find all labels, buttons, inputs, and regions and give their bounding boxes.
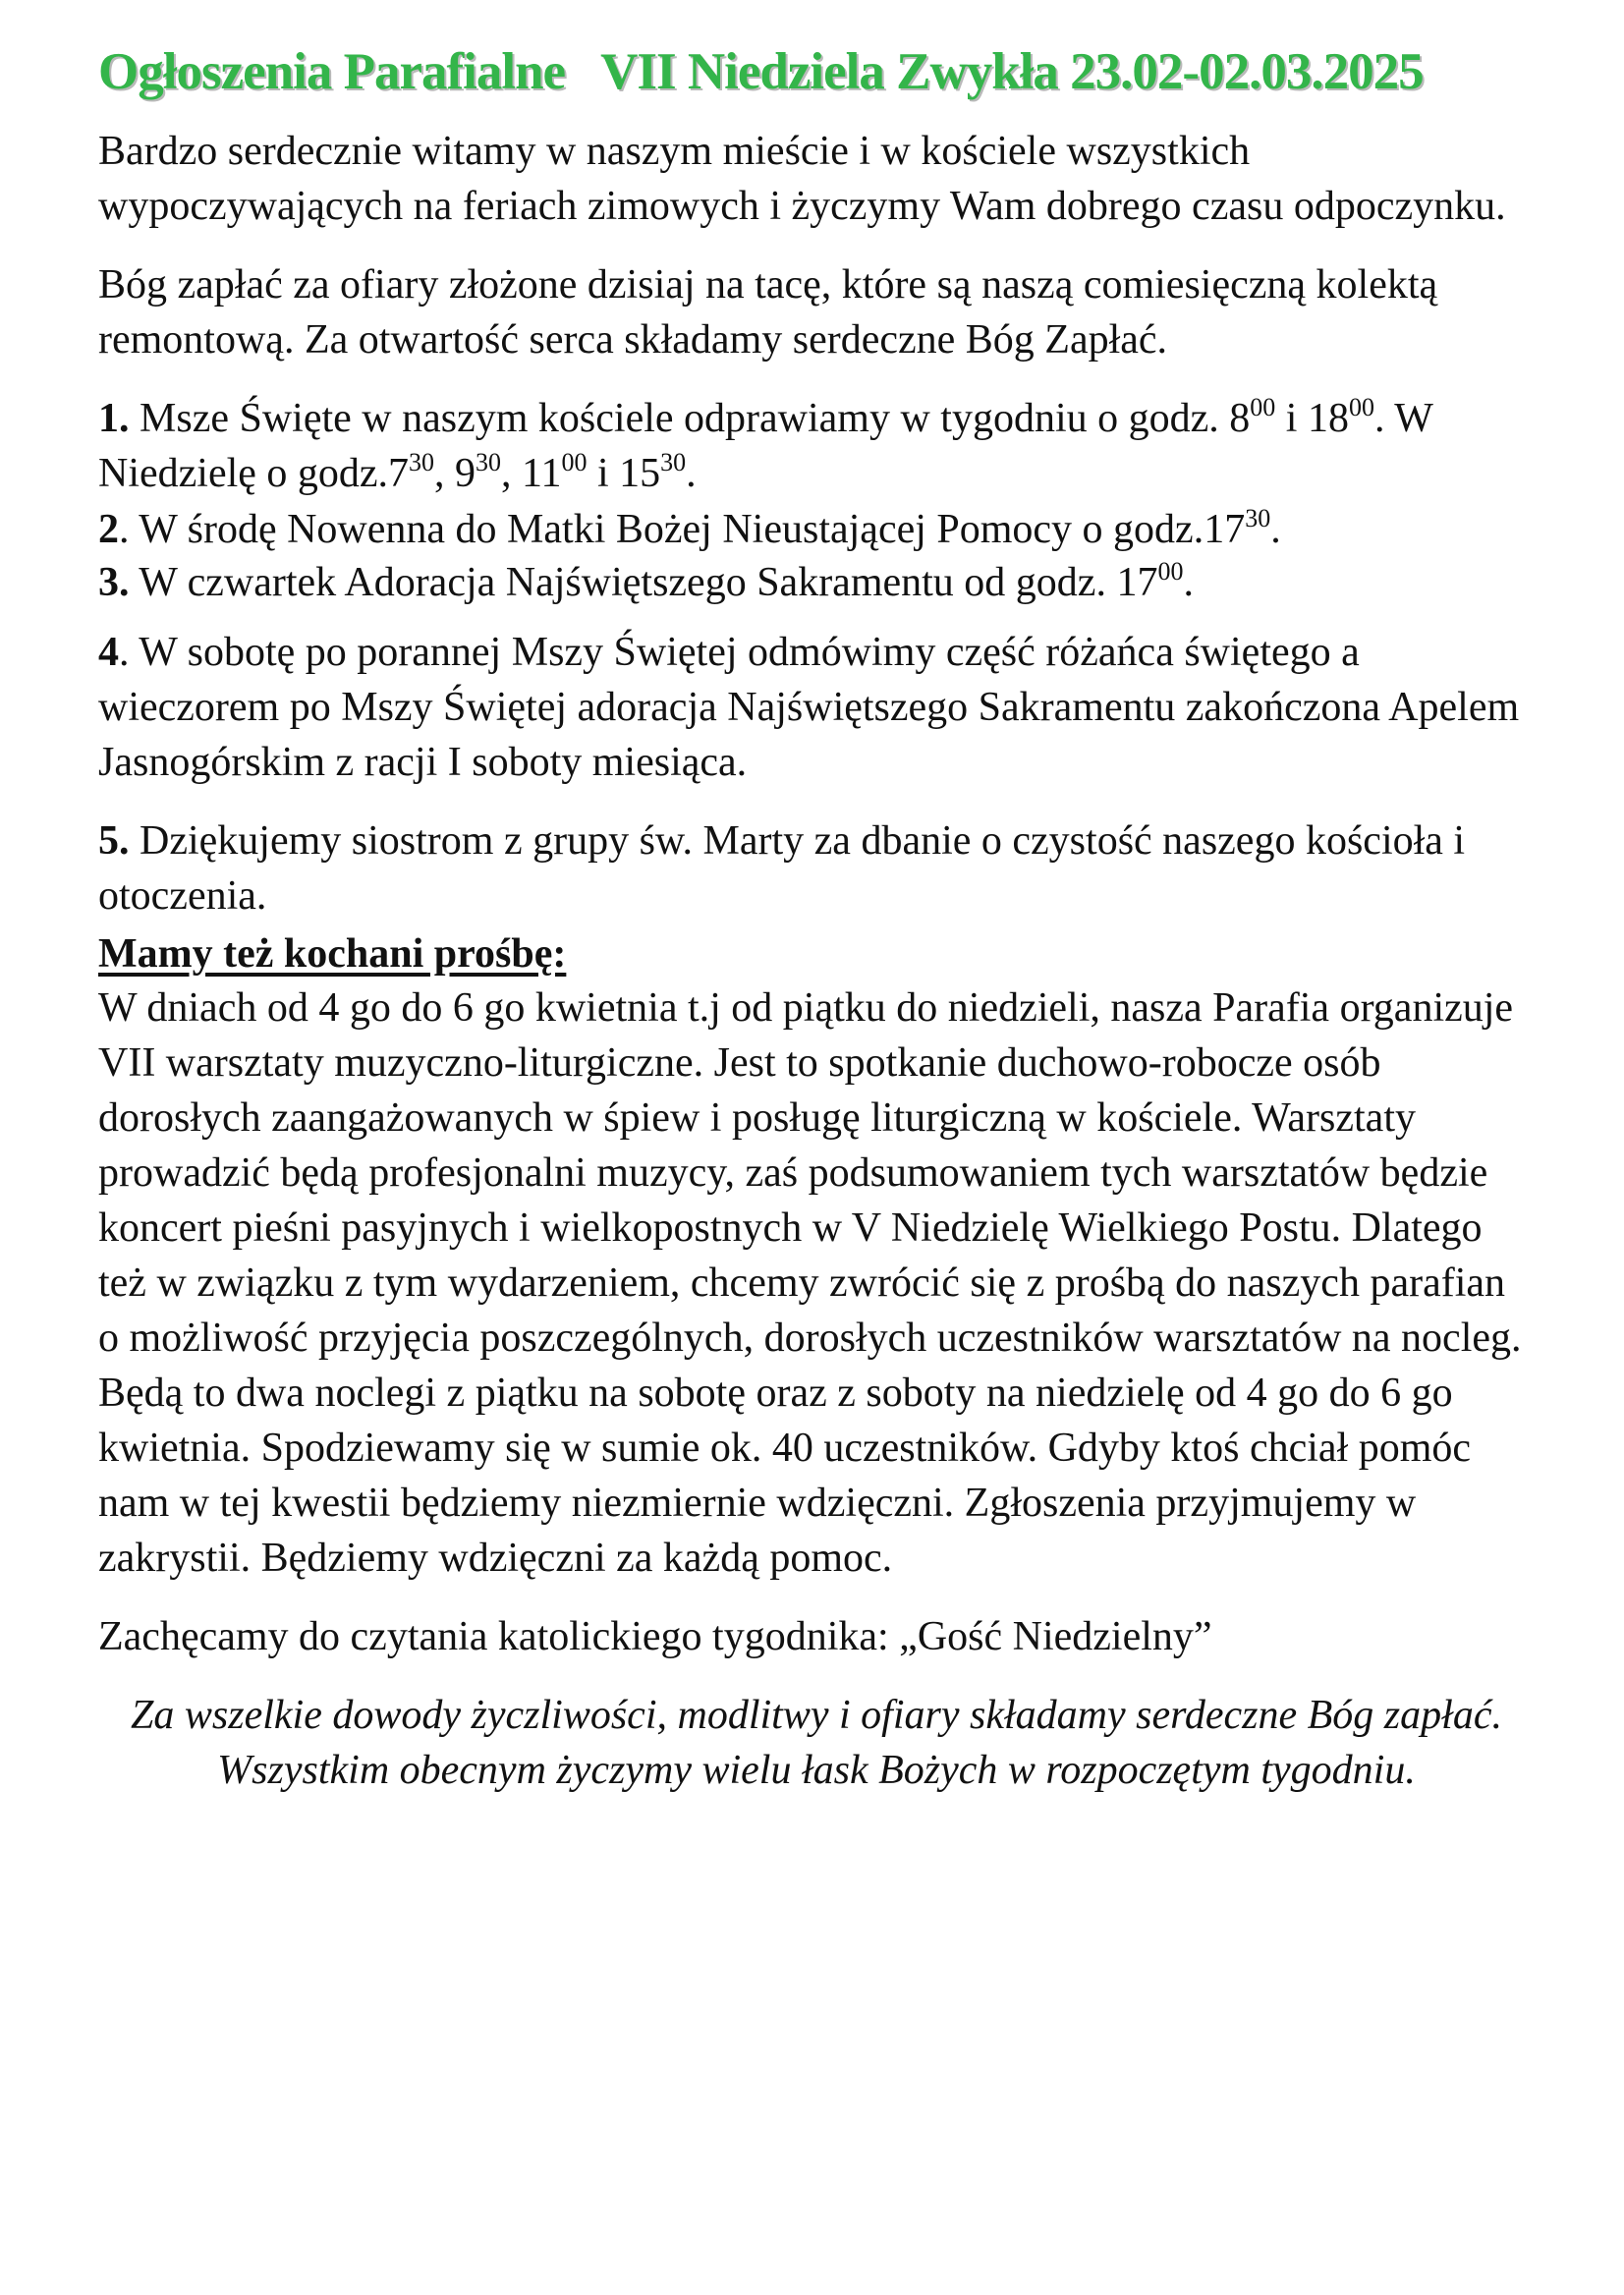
announcement-5	[98, 813, 1535, 924]
request-body: W dniach od 4 go do 6 go kwietnia t.j od piątku do niedzieli, nasza Parafia organizuje VII warsztaty muzyczno-liturgiczne. Jest to spotkanie duchowo-robocze osób dorosłych zaangażowanych w śpiew i posługę liturgiczną w kościele. Warsztaty prowadzić będą profesjonalni muzycy, zaś podsumowaniem tych warsztatów będzie koncert pieśni pasyjnych i wielkopostnych w V Niedzielę Wielkiego Postu. Dlatego też w związku z tym wydarzeniem, chcemy zwrócić się z prośbą do naszych parafian o możliwość przyjęcia poszczególnych, dorosłych uczestników warsztatów na nocleg. Będą to dwa noclegi z piątku na sobotę oraz z soboty na niedzielę od 4 go do 6 go kwietnia. Spodziewamy się w sumie ok. 40 uczestników. Gdyby ktoś chciał pomóc nam w tej kwestii będziemy niezmiernie wdzięczni. Zgłoszenia przyjmujemy w zakrystii. Będziemy wdzięczni za każdą pomoc.	[98, 985, 1522, 1581]
closing-blessing: Za wszelkie dowody życzliwości, modlitwy i ofiary składamy serdeczne Bóg zapłać. Wszystkim obecnym życzymy wielu łask Bożych w rozpoczętym tygodniu.	[131, 1693, 1502, 1793]
announcement-4	[98, 625, 1535, 790]
announcement-1-text: , 11	[501, 451, 562, 496]
announcement-1-text: i 15	[587, 451, 661, 496]
time-superscript: 00	[1250, 393, 1276, 421]
announcement-1-text: .	[686, 451, 697, 496]
announcement-1-text: i 18	[1275, 396, 1349, 441]
bulletin-page	[98, 37, 1535, 1798]
offerings-thanks-paragraph: Bóg zapłać za ofiary złożone dzisiaj na tacę, które są naszą comiesięczną kolektą remontową. Za otwartość serca składamy serdeczne Bóg Zapłać.	[98, 262, 1438, 363]
request-heading: Mamy też kochani prośbę:	[98, 931, 567, 977]
announcement-2-text: . W środę Nowenna do Matki Bożej Nieustającej Pomocy o godz.17	[119, 507, 1246, 552]
title-parish-announcements: Ogłoszenia Parafialne	[98, 43, 566, 100]
time-superscript: 00	[1157, 557, 1184, 586]
announcement-3-text: .	[1183, 560, 1194, 605]
announcement-1-number: 1.	[98, 396, 130, 441]
announcement-5-number: 5.	[98, 818, 130, 864]
welcome-paragraph: Bardzo serdecznie witamy w naszym mieście i w kościele wszystkich wypoczywających na feriach zimowych i życzymy Wam dobrego czasu odpoczynku.	[98, 129, 1506, 229]
time-superscript: 30	[1245, 504, 1271, 532]
reading-recommendation: Zachęcamy do czytania katolickiego tygodnika: „Gość Niedzielny”	[98, 1614, 1212, 1659]
announcement-4-text: . W sobotę po porannej Mszy Świętej odmówimy część różańca świętego a wieczorem po Mszy Świętej adoracja Najświętszego Sakramentu zakończona Apelem Jasnogórskim z racji I soboty miesiąca.	[98, 630, 1520, 785]
announcement-3-text: W czwartek Adoracja Najświętszego Sakramentu od godz. 17	[129, 560, 1158, 605]
announcement-5-text: Dziękujemy siostrom z grupy św. Marty za dbanie o czystość naszego kościoła i otoczenia.	[98, 818, 1466, 919]
announcement-1-text: . W Niedzielę o godz.7	[98, 396, 1433, 496]
time-superscript: 30	[476, 448, 502, 476]
time-superscript: 30	[409, 448, 435, 476]
page-title	[98, 37, 1535, 106]
announcement-1-text: , 9	[434, 451, 476, 496]
announcement-2-number: 2	[98, 507, 119, 552]
announcement-4-number: 4	[98, 630, 119, 675]
announcement-2-text: .	[1270, 507, 1281, 552]
announcement-1-text: Msze Święte w naszym kościele odprawiamy w tygodniu o godz. 8	[129, 396, 1251, 441]
announcement-2	[98, 503, 1535, 556]
time-superscript: 00	[561, 448, 588, 476]
announcement-3-number: 3.	[98, 560, 130, 605]
time-superscript: 00	[1348, 393, 1374, 421]
announcement-1	[98, 391, 1535, 501]
title-sunday-dates: VII Niedziela Zwykła 23.02-02.03.2025	[600, 43, 1424, 100]
announcement-3	[98, 556, 1535, 609]
time-superscript: 30	[660, 448, 687, 476]
